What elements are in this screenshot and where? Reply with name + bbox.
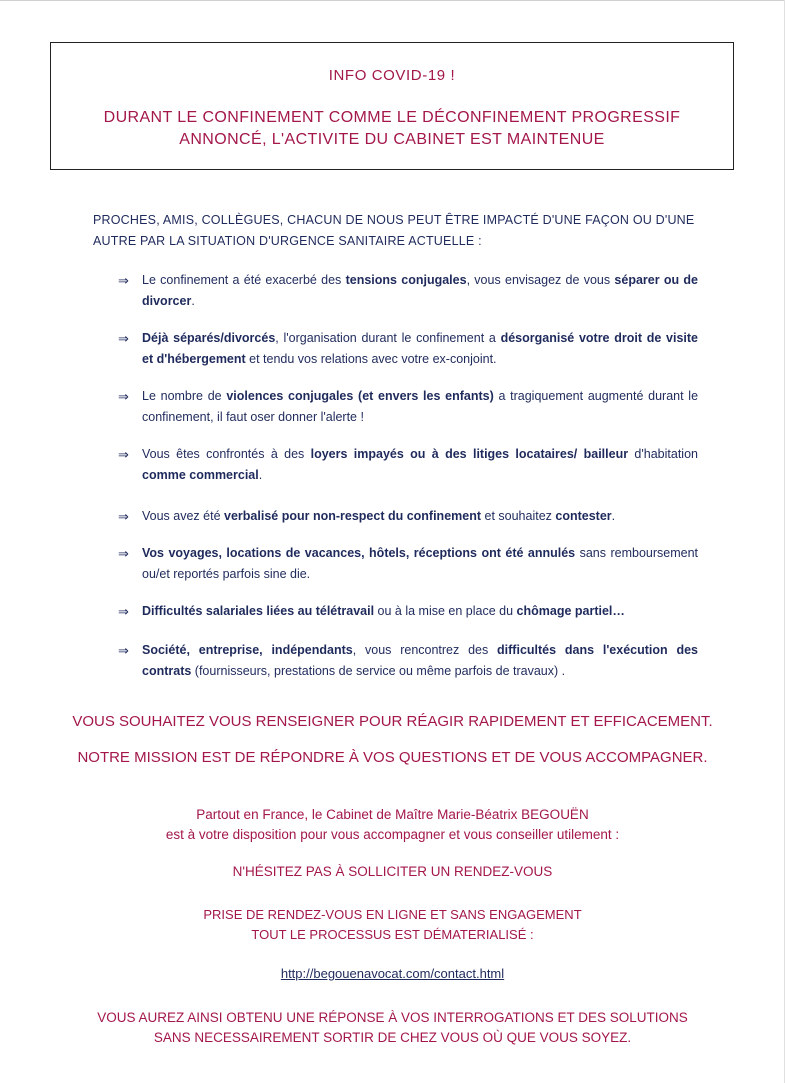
arrow-icon: ⇒: [118, 604, 129, 619]
closing-line-1: VOUS AUREZ AINSI OBTENU UNE RÉPONSE À VOS INTERROGATIONS ET DES SOLUTIONS: [97, 1010, 688, 1025]
call-to-action-2: NOTRE MISSION EST DE RÉPONDRE À VOS QUESTIONS ET DE VOUS ACCOMPAGNER.: [77, 749, 708, 766]
arrow-icon: ⇒: [118, 546, 129, 561]
arrow-icon: ⇒: [118, 273, 129, 288]
cabinet-statement: [0, 805, 785, 845]
arrow-icon: ⇒: [118, 331, 129, 346]
list-item-text: Le confinement a été exacerbé des tensions conjugales, vous envisagez de vous séparer ou de divorcer.: [142, 273, 699, 308]
list-item-text: Vous avez été verbalisé pour non-respect du confinement et souhaitez contester.: [142, 509, 616, 523]
online-booking-info: [0, 905, 785, 945]
cabinet-statement-line-1: Partout en France, le Cabinet de Maître Marie-Béatrix BEGOUËN: [196, 807, 589, 822]
covid-banner: [50, 42, 734, 170]
cabinet-statement-line-2: est à votre disposition pour vous accompagner et vous conseiller utilement :: [165, 827, 620, 842]
banner-title: INFO COVID-19 !: [328, 67, 456, 84]
arrow-icon: ⇒: [118, 447, 129, 462]
banner-message-line-1: DURANT LE CONFINEMENT COMME LE DÉCONFINEMENT PROGRESSIF: [103, 109, 681, 126]
list-item-text: Vous êtes confrontés à des loyers impayés ou à des litiges locataires/ bailleur d'habitation comme commercial.: [142, 447, 698, 482]
online-booking-line-2: TOUT LE PROCESSUS EST DÉMATERIALISÉ :: [251, 927, 534, 942]
list-item-text: Société, entreprise, indépendants, vous rencontrez des difficultés dans l'exécution des contrats (fournisseurs, prestations de service ou même parfois de travaux) .: [142, 643, 698, 678]
list-item-text: Le nombre de violences conjugales (et envers les enfants) a tragiquement augmenté durant le confinement, il faut oser donner l'alerte !: [142, 389, 699, 424]
contact-link-row: [0, 966, 785, 981]
closing-line-2: SANS NECESSAIREMENT SORTIR DE CHEZ VOUS OÙ QUE VOUS SOYEZ.: [153, 1030, 632, 1045]
intro-line-2: AUTRE PAR LA SITUATION D'URGENCE SANITAIRE ACTUELLE :: [93, 234, 482, 248]
list-item-text: Déjà séparés/divorcés, l'organisation durant le confinement a désorganisé votre droit de visite et d'hébergement et tendu vos relations avec votre ex-conjoint.: [142, 331, 698, 366]
closing-statement: [0, 1008, 785, 1048]
online-booking-line-1: PRISE DE RENDEZ-VOUS EN LIGNE ET SANS ENGAGEMENT: [203, 907, 582, 922]
appointment-invite: N'HÉSITEZ PAS À SOLLICITER UN RENDEZ-VOUS: [232, 864, 553, 879]
banner-message: [51, 107, 733, 151]
contact-link[interactable]: http://begouenavocat.com/contact.html: [280, 966, 505, 981]
list-item-text: Vos voyages, locations de vacances, hôtels, réceptions ont été annulés sans remboursement ou/et reportés parfois sine die.: [142, 546, 699, 581]
banner-message-line-2: ANNONCÉ, L'ACTIVITE DU CABINET EST MAINTENUE: [179, 131, 605, 148]
intro-paragraph: [93, 210, 713, 252]
top-border: [0, 0, 785, 1]
intro-line-1: PROCHES, AMIS, COLLÈGUES, CHACUN DE NOUS PEUT ÊTRE IMPACTÉ D'UNE FAÇON OU D'UNE: [93, 213, 695, 227]
call-to-action-1: VOUS SOUHAITEZ VOUS RENSEIGNER POUR RÉAGIR RAPIDEMENT ET EFFICACEMENT.: [72, 713, 713, 730]
list-item-text: Difficultés salariales liées au télétravail ou à la mise en place du chômage partiel…: [142, 604, 625, 618]
arrow-icon: ⇒: [118, 389, 129, 404]
arrow-icon: ⇒: [118, 509, 129, 524]
arrow-icon: ⇒: [118, 643, 129, 658]
